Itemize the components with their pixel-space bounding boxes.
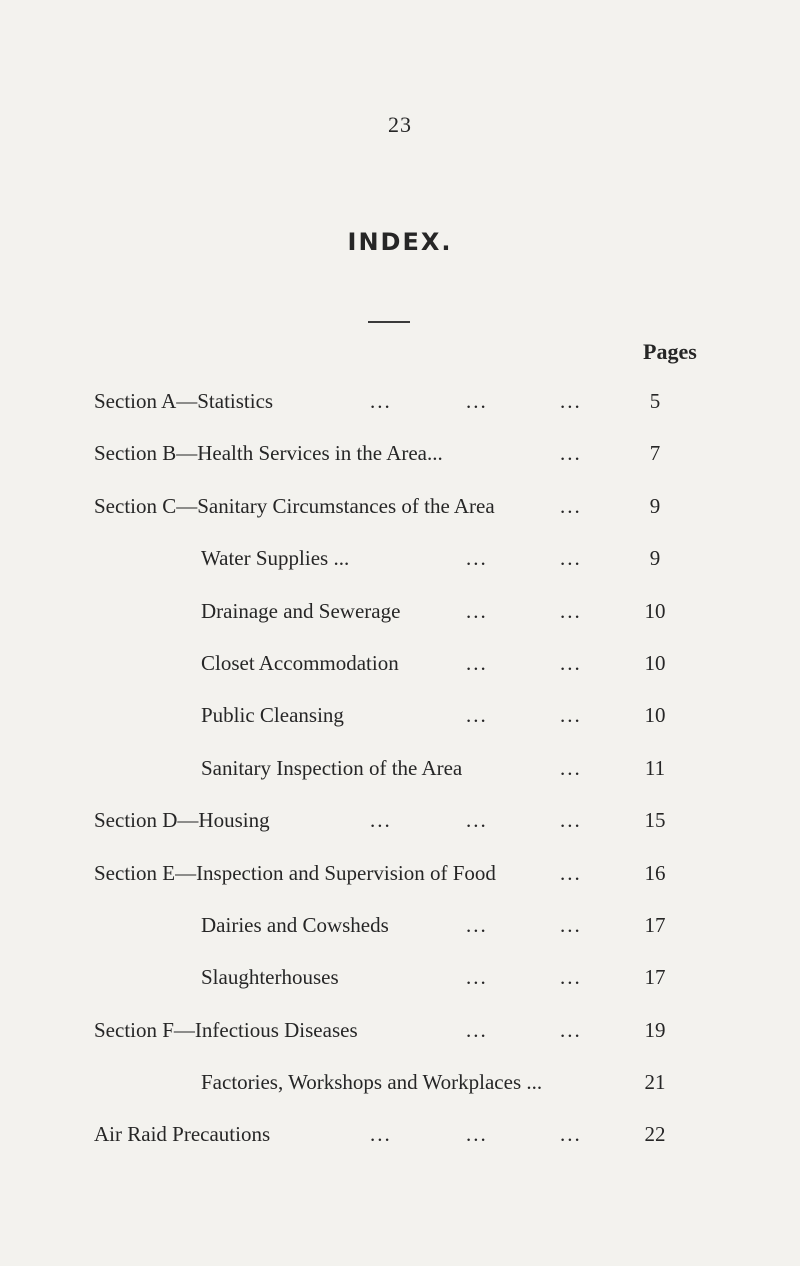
entry-label: Section E—Inspection and Supervision of Food xyxy=(94,860,496,885)
entry-page: 16 xyxy=(644,860,666,885)
entry-label: Air Raid Precautions xyxy=(94,1122,271,1147)
entry-page: 15 xyxy=(644,808,666,833)
entry-label: Slaughterhouses xyxy=(201,965,339,990)
entry-label: Section F—Infectious Diseases xyxy=(94,1017,358,1042)
index-entry xyxy=(0,852,800,904)
dot-leader: ... xyxy=(560,493,582,518)
entry-page: 17 xyxy=(644,912,666,937)
index-entry xyxy=(0,1009,800,1061)
entry-page: 19 xyxy=(644,1017,666,1042)
entry-label: Dairies and Cowsheds xyxy=(201,912,389,937)
dot-leader: ... xyxy=(560,808,582,833)
dot-leader: ... xyxy=(560,1122,582,1147)
page-number: 23 xyxy=(388,112,412,137)
index-entry xyxy=(0,590,800,642)
entry-page: 17 xyxy=(644,965,666,990)
dot-leader: ... xyxy=(466,703,488,728)
dot-leader: ... xyxy=(560,598,582,623)
index-entry xyxy=(0,904,800,956)
dot-leader: ... xyxy=(466,1017,488,1042)
dot-leader: ... xyxy=(466,598,488,623)
dot-leader: ... xyxy=(560,912,582,937)
index-entry xyxy=(0,694,800,746)
entry-page: 22 xyxy=(644,1122,666,1147)
entry-label: Section B—Health Services in the Area... xyxy=(94,441,443,466)
index-entry xyxy=(0,1113,800,1165)
dot-leader: ... xyxy=(560,546,582,571)
entry-page: 7 xyxy=(649,441,661,466)
index-entry xyxy=(0,956,800,1008)
entry-page: 21 xyxy=(644,1070,666,1095)
dot-leader: ... xyxy=(560,755,582,780)
page-title: INDEX. xyxy=(347,228,453,256)
entry-label: Section D—Housing xyxy=(94,808,270,833)
index-entry xyxy=(0,432,800,484)
dot-leader: ... xyxy=(466,1122,488,1147)
entry-page: 9 xyxy=(649,493,661,518)
dot-leader: ... xyxy=(466,650,488,675)
entry-page: 10 xyxy=(644,703,666,728)
entry-label: Section C—Sanitary Circumstances of the Area xyxy=(94,493,495,518)
entry-label: Water Supplies ... xyxy=(201,546,350,571)
dot-leader: ... xyxy=(466,808,488,833)
dot-leader: ... xyxy=(560,965,582,990)
index-entry xyxy=(0,799,800,851)
dot-leader: ... xyxy=(466,912,488,937)
dot-leader: ... xyxy=(466,389,488,413)
dot-leader: ... xyxy=(466,965,488,990)
entry-page: 10 xyxy=(644,598,666,623)
entry-label: Drainage and Sewerage xyxy=(201,598,401,623)
entry-label: Public Cleansing xyxy=(201,703,344,728)
index-list xyxy=(0,380,800,1166)
title-divider xyxy=(368,321,410,323)
entry-page: 5 xyxy=(649,389,661,413)
dot-leader: ... xyxy=(370,1122,392,1147)
dot-leader: ... xyxy=(560,1017,582,1042)
index-entry xyxy=(0,1061,800,1113)
index-entry xyxy=(0,642,800,694)
entry-page: 9 xyxy=(649,546,661,571)
dot-leader: ... xyxy=(560,650,582,675)
entry-page: 11 xyxy=(644,755,666,780)
dot-leader: ... xyxy=(466,546,488,571)
index-entry xyxy=(0,747,800,799)
dot-leader: ... xyxy=(370,808,392,833)
index-entry xyxy=(0,380,800,432)
dot-leader: ... xyxy=(560,389,582,413)
entry-label: Factories, Workshops and Workplaces ... xyxy=(201,1070,543,1095)
pages-column-header: Pages xyxy=(643,339,697,364)
dot-leader: ... xyxy=(560,703,582,728)
entry-label: Sanitary Inspection of the Area xyxy=(201,755,463,780)
index-entry xyxy=(0,537,800,589)
dot-leader: ... xyxy=(560,441,582,466)
entry-label: Closet Accommodation xyxy=(201,650,399,675)
entry-page: 10 xyxy=(644,650,666,675)
entry-label: Section A—Statistics xyxy=(94,389,274,413)
dot-leader: ... xyxy=(370,389,392,413)
index-entry xyxy=(0,485,800,537)
dot-leader: ... xyxy=(560,860,582,885)
